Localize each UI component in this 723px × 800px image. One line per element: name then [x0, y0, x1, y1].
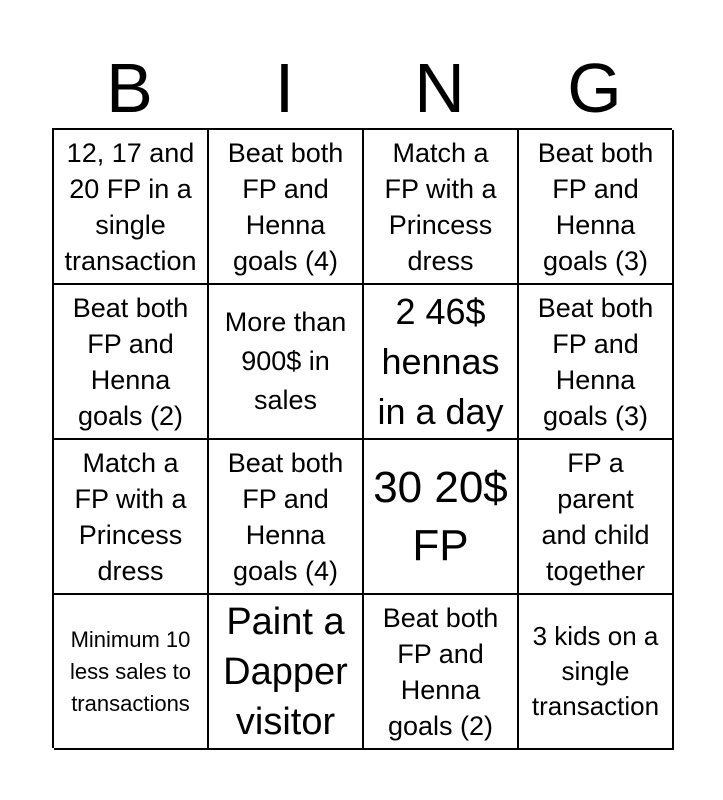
header-letter-n: N: [414, 49, 465, 127]
bingo-cell-r4c1[interactable]: Minimum 10 less sales to transactions: [54, 595, 209, 750]
bingo-cell-r3c3[interactable]: 30 20$ FP: [364, 440, 519, 595]
bingo-cell-r3c2[interactable]: Beat both FP and Henna goals (4): [209, 440, 364, 595]
bingo-cell-r4c3[interactable]: Beat both FP and Henna goals (2): [364, 595, 519, 750]
bingo-cell-r3c1[interactable]: Match a FP with a Princess dress: [54, 440, 209, 595]
header-letter-g: G: [567, 49, 622, 127]
bingo-header: [52, 48, 672, 128]
bingo-cell-r1c3[interactable]: Match a FP with a Princess dress: [364, 130, 519, 285]
header-letter-b: B: [106, 49, 153, 127]
bingo-cell-r1c4[interactable]: Beat both FP and Henna goals (3): [519, 130, 674, 285]
bingo-cell-r1c1[interactable]: 12, 17 and 20 FP in a single transaction: [54, 130, 209, 285]
bingo-cell-r2c2[interactable]: More than 900$ in sales: [209, 285, 364, 440]
bingo-cell-r4c4[interactable]: 3 kids on a single transaction: [519, 595, 674, 750]
bingo-cell-r1c2[interactable]: Beat both FP and Henna goals (4): [209, 130, 364, 285]
bingo-card: [52, 128, 672, 748]
bingo-cell-r2c1[interactable]: Beat both FP and Henna goals (2): [54, 285, 209, 440]
bingo-cell-r4c2[interactable]: Paint a Dapper visitor: [209, 595, 364, 750]
bingo-cell-r2c4[interactable]: Beat both FP and Henna goals (3): [519, 285, 674, 440]
bingo-cell-r2c3[interactable]: 2 46$ hennas in a day: [364, 285, 519, 440]
bingo-cell-r3c4[interactable]: FP a parent and child together: [519, 440, 674, 595]
header-letter-i: I: [274, 49, 295, 127]
